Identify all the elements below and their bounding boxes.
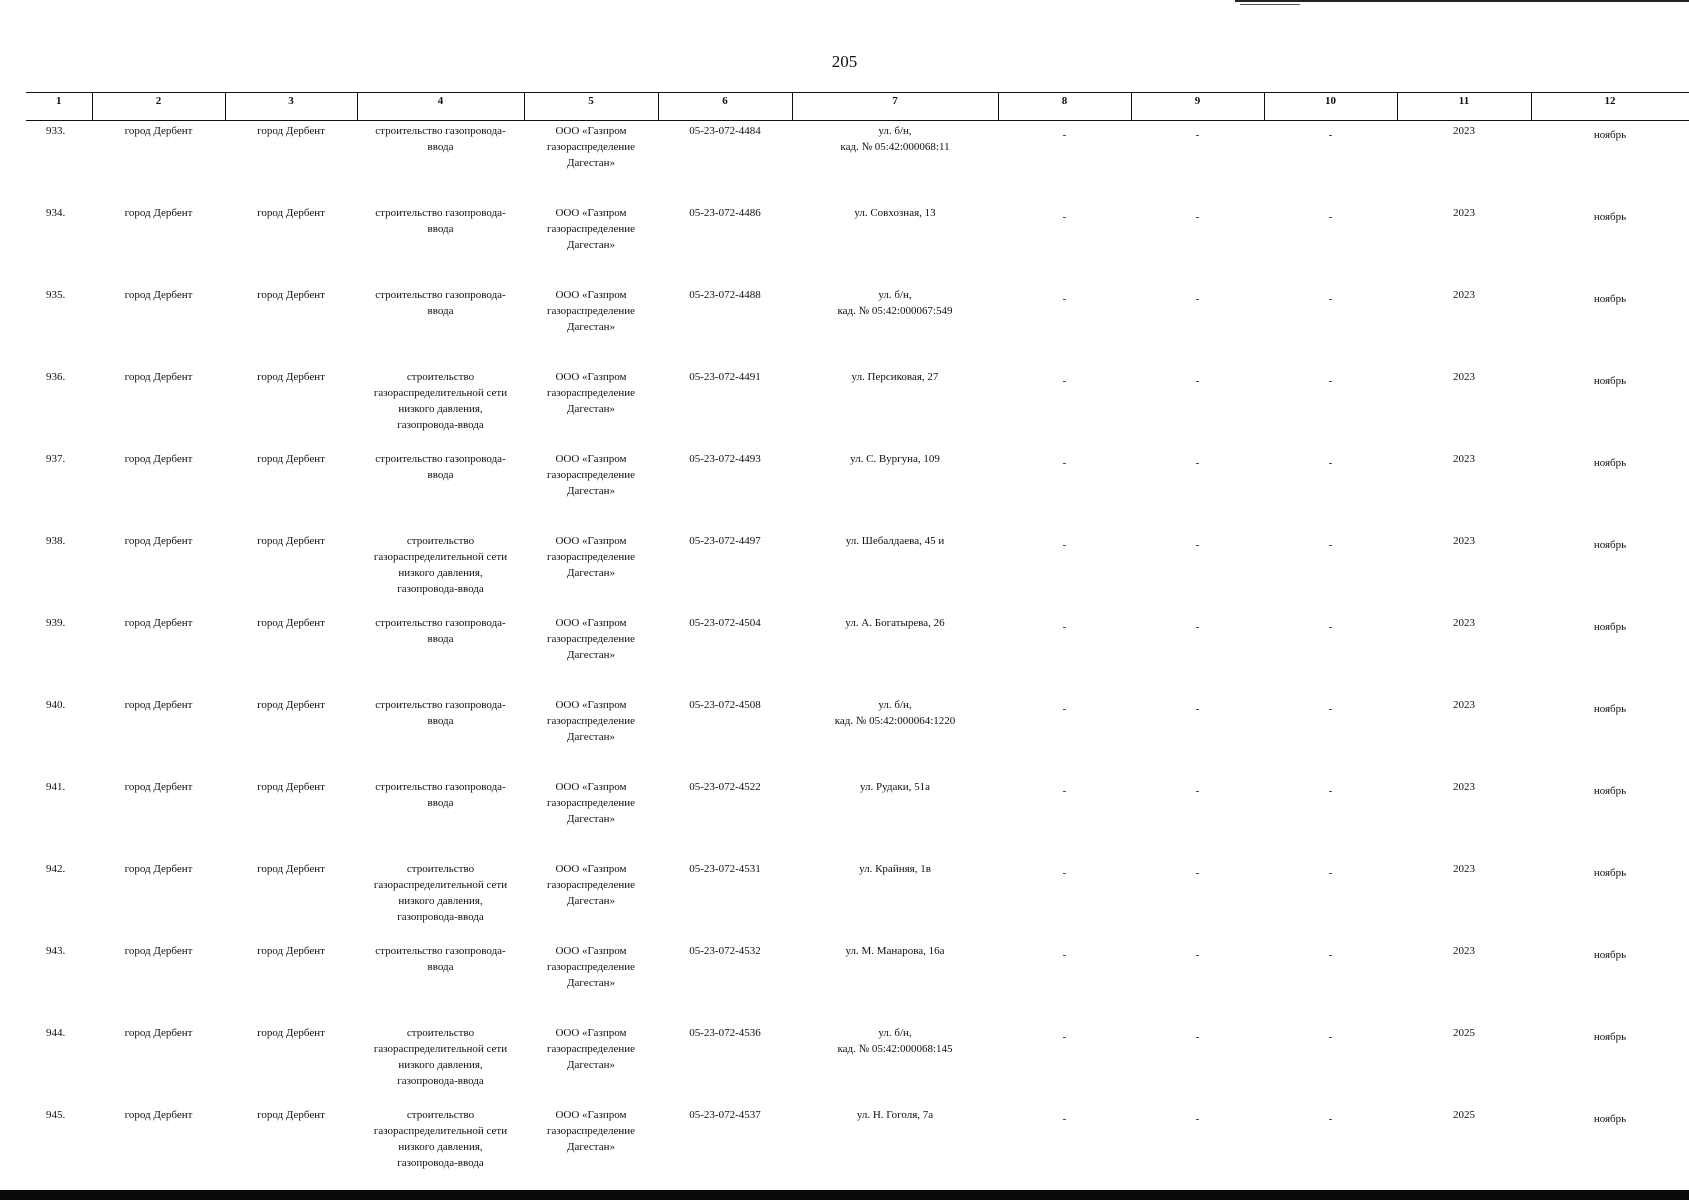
column-8-cell: - xyxy=(1062,457,1067,469)
month-cell: ноябрь xyxy=(1593,293,1627,305)
column-8-cell: - xyxy=(1062,293,1067,305)
work-type-cell: строительство газопровода- ввода xyxy=(375,125,506,153)
column-8-cell: - xyxy=(1062,949,1067,961)
organization-cell: ООО «Газпром газораспределение Дагестан» xyxy=(546,945,636,989)
row-number: 943. xyxy=(46,945,66,957)
year-cell: 2023 xyxy=(1453,125,1475,137)
column-10-cell: - xyxy=(1328,703,1333,715)
column-8-cell: - xyxy=(1062,621,1067,633)
month-cell: ноябрь xyxy=(1593,539,1627,551)
column-8-cell: - xyxy=(1062,1031,1067,1043)
column-10-cell: - xyxy=(1328,785,1333,797)
row-number: 937. xyxy=(46,453,66,465)
row-number: 939. xyxy=(46,617,66,629)
header-row xyxy=(26,93,1689,121)
column-9-cell: - xyxy=(1195,949,1200,961)
district-cell: город Дербент xyxy=(124,125,193,137)
year-cell: 2023 xyxy=(1453,863,1475,875)
column-9-cell: - xyxy=(1195,1031,1200,1043)
table-row xyxy=(26,941,1689,1023)
column-header-12: 12 xyxy=(1531,93,1689,121)
registry-table xyxy=(26,92,1689,1187)
settlement-cell: город Дербент xyxy=(257,1027,325,1039)
month-cell: ноябрь xyxy=(1593,867,1627,879)
address-cell: ул. б/н, кад. № 05:42:000064:1220 xyxy=(834,699,956,727)
district-cell: город Дербент xyxy=(124,535,193,547)
address-cell: ул. А. Богатырева, 26 xyxy=(845,617,945,629)
address-cell: ул. б/н, кад. № 05:42:000067:549 xyxy=(837,289,953,317)
column-10-cell: - xyxy=(1328,1031,1333,1043)
address-cell: ул. Рудаки, 51а xyxy=(859,781,931,793)
year-cell: 2023 xyxy=(1453,781,1475,793)
object-code-cell: 05-23-072-4484 xyxy=(689,125,761,137)
settlement-cell: город Дербент xyxy=(257,371,325,383)
year-cell: 2023 xyxy=(1453,617,1475,629)
column-header-4: 4 xyxy=(357,93,524,121)
organization-cell: ООО «Газпром газораспределение Дагестан» xyxy=(546,1109,636,1153)
table-row xyxy=(26,203,1689,285)
table-row xyxy=(26,777,1689,859)
table-row xyxy=(26,367,1689,449)
table-row xyxy=(26,531,1689,613)
organization-cell: ООО «Газпром газораспределение Дагестан» xyxy=(546,1027,636,1071)
district-cell: город Дербент xyxy=(124,1109,193,1121)
organization-cell: ООО «Газпром газораспределение Дагестан» xyxy=(546,699,636,743)
work-type-cell: строительство газопровода- ввода xyxy=(375,945,506,973)
column-8-cell: - xyxy=(1062,1113,1067,1125)
column-9-cell: - xyxy=(1195,375,1200,387)
column-9-cell: - xyxy=(1195,211,1200,223)
scan-top-rule-short xyxy=(1240,4,1300,5)
table-row xyxy=(26,613,1689,695)
object-code-cell: 05-23-072-4531 xyxy=(689,863,761,875)
row-number: 938. xyxy=(46,535,66,547)
table-row xyxy=(26,449,1689,531)
column-9-cell: - xyxy=(1195,703,1200,715)
column-8-cell: - xyxy=(1062,129,1067,141)
object-code-cell: 05-23-072-4504 xyxy=(689,617,761,629)
page-number: 205 xyxy=(831,52,858,71)
district-cell: город Дербент xyxy=(124,207,193,219)
organization-cell: ООО «Газпром газораспределение Дагестан» xyxy=(546,289,636,333)
work-type-cell: строительство газопровода- ввода xyxy=(375,453,506,481)
organization-cell: ООО «Газпром газораспределение Дагестан» xyxy=(546,371,636,415)
organization-cell: ООО «Газпром газораспределение Дагестан» xyxy=(546,125,636,169)
row-number: 933. xyxy=(46,125,66,137)
address-cell: ул. Крайняя, 1в xyxy=(859,863,931,875)
month-cell: ноябрь xyxy=(1593,621,1627,633)
table-row xyxy=(26,859,1689,941)
scan-top-rule xyxy=(1235,0,1689,2)
column-header-11: 11 xyxy=(1397,93,1531,121)
address-cell: ул. Н. Гоголя, 7а xyxy=(856,1109,934,1121)
district-cell: город Дербент xyxy=(124,699,193,711)
settlement-cell: город Дербент xyxy=(257,781,325,793)
column-10-cell: - xyxy=(1328,375,1333,387)
column-10-cell: - xyxy=(1328,621,1333,633)
column-9-cell: - xyxy=(1195,293,1200,305)
column-9-cell: - xyxy=(1195,457,1200,469)
column-header-7: 7 xyxy=(792,93,998,121)
row-number: 941. xyxy=(46,781,66,793)
row-number: 935. xyxy=(46,289,66,301)
work-type-cell: строительство газораспределительной сети низкого давления, газопровода-ввода xyxy=(373,1109,508,1169)
work-type-cell: строительство газопровода- ввода xyxy=(375,781,506,809)
work-type-cell: строительство газораспределительной сети низкого давления, газопровода-ввода xyxy=(373,1027,508,1087)
scan-bottom-edge xyxy=(0,1190,1689,1200)
organization-cell: ООО «Газпром газораспределение Дагестан» xyxy=(546,617,636,661)
column-9-cell: - xyxy=(1195,867,1200,879)
row-number: 942. xyxy=(46,863,66,875)
district-cell: город Дербент xyxy=(124,1027,193,1039)
column-header-8: 8 xyxy=(998,93,1131,121)
table-row xyxy=(26,695,1689,777)
column-10-cell: - xyxy=(1328,1113,1333,1125)
address-cell: ул. Персиковая, 27 xyxy=(851,371,939,383)
address-cell: ул. б/н, кад. № 05:42:000068:11 xyxy=(840,125,950,153)
row-number: 936. xyxy=(46,371,66,383)
column-9-cell: - xyxy=(1195,129,1200,141)
work-type-cell: строительство газопровода- ввода xyxy=(375,699,506,727)
column-header-10: 10 xyxy=(1264,93,1397,121)
table-row xyxy=(26,285,1689,367)
table-row xyxy=(26,121,1689,204)
object-code-cell: 05-23-072-4522 xyxy=(689,781,761,793)
settlement-cell: город Дербент xyxy=(257,453,325,465)
year-cell: 2023 xyxy=(1453,535,1475,547)
district-cell: город Дербент xyxy=(124,371,193,383)
table-row xyxy=(26,1105,1689,1187)
address-cell: ул. Совхозная, 13 xyxy=(854,207,936,219)
year-cell: 2023 xyxy=(1453,945,1475,957)
settlement-cell: город Дербент xyxy=(257,207,325,219)
address-cell: ул. С. Вургуна, 109 xyxy=(850,453,940,465)
month-cell: ноябрь xyxy=(1593,457,1627,469)
month-cell: ноябрь xyxy=(1593,1031,1627,1043)
address-cell: ул. М. Манарова, 16а xyxy=(845,945,945,957)
object-code-cell: 05-23-072-4486 xyxy=(689,207,761,219)
year-cell: 2023 xyxy=(1453,207,1475,219)
year-cell: 2023 xyxy=(1453,699,1475,711)
object-code-cell: 05-23-072-4532 xyxy=(689,945,761,957)
column-10-cell: - xyxy=(1328,457,1333,469)
district-cell: город Дербент xyxy=(124,781,193,793)
column-header-1: 1 xyxy=(26,93,92,121)
column-header-3: 3 xyxy=(225,93,357,121)
column-9-cell: - xyxy=(1195,785,1200,797)
column-10-cell: - xyxy=(1328,539,1333,551)
district-cell: город Дербент xyxy=(124,863,193,875)
column-header-6: 6 xyxy=(658,93,792,121)
column-8-cell: - xyxy=(1062,867,1067,879)
column-header-2: 2 xyxy=(92,93,225,121)
column-9-cell: - xyxy=(1195,539,1200,551)
row-number: 940. xyxy=(46,699,66,711)
organization-cell: ООО «Газпром газораспределение Дагестан» xyxy=(546,453,636,497)
work-type-cell: строительство газопровода- ввода xyxy=(375,617,506,645)
year-cell: 2025 xyxy=(1453,1109,1475,1121)
settlement-cell: город Дербент xyxy=(257,535,325,547)
month-cell: ноябрь xyxy=(1593,211,1627,223)
organization-cell: ООО «Газпром газораспределение Дагестан» xyxy=(546,535,636,579)
column-10-cell: - xyxy=(1328,949,1333,961)
year-cell: 2023 xyxy=(1453,289,1475,301)
table-row xyxy=(26,1023,1689,1105)
column-10-cell: - xyxy=(1328,211,1333,223)
object-code-cell: 05-23-072-4497 xyxy=(689,535,761,547)
district-cell: город Дербент xyxy=(124,945,193,957)
year-cell: 2025 xyxy=(1453,1027,1475,1039)
column-9-cell: - xyxy=(1195,621,1200,633)
address-cell: ул. Шебалдаева, 45 и xyxy=(845,535,945,547)
settlement-cell: город Дербент xyxy=(257,289,325,301)
object-code-cell: 05-23-072-4508 xyxy=(689,699,761,711)
column-8-cell: - xyxy=(1062,703,1067,715)
column-9-cell: - xyxy=(1195,1113,1200,1125)
column-10-cell: - xyxy=(1328,293,1333,305)
district-cell: город Дербент xyxy=(124,289,193,301)
month-cell: ноябрь xyxy=(1593,129,1627,141)
object-code-cell: 05-23-072-4488 xyxy=(689,289,761,301)
month-cell: ноябрь xyxy=(1593,375,1627,387)
settlement-cell: город Дербент xyxy=(257,125,325,137)
object-code-cell: 05-23-072-4537 xyxy=(689,1109,761,1121)
work-type-cell: строительство газораспределительной сети низкого давления, газопровода-ввода xyxy=(373,371,508,431)
organization-cell: ООО «Газпром газораспределение Дагестан» xyxy=(546,781,636,825)
row-number: 945. xyxy=(46,1109,66,1121)
column-header-9: 9 xyxy=(1131,93,1264,121)
settlement-cell: город Дербент xyxy=(257,699,325,711)
object-code-cell: 05-23-072-4536 xyxy=(689,1027,761,1039)
district-cell: город Дербент xyxy=(124,453,193,465)
work-type-cell: строительство газораспределительной сети низкого давления, газопровода-ввода xyxy=(373,535,508,595)
column-8-cell: - xyxy=(1062,539,1067,551)
month-cell: ноябрь xyxy=(1593,949,1627,961)
month-cell: ноябрь xyxy=(1593,1113,1627,1125)
object-code-cell: 05-23-072-4493 xyxy=(689,453,761,465)
column-header-5: 5 xyxy=(524,93,658,121)
work-type-cell: строительство газопровода- ввода xyxy=(375,289,506,317)
work-type-cell: строительство газопровода- ввода xyxy=(375,207,506,235)
column-8-cell: - xyxy=(1062,211,1067,223)
column-8-cell: - xyxy=(1062,375,1067,387)
district-cell: город Дербент xyxy=(124,617,193,629)
column-10-cell: - xyxy=(1328,129,1333,141)
year-cell: 2023 xyxy=(1453,453,1475,465)
object-code-cell: 05-23-072-4491 xyxy=(689,371,761,383)
table-body xyxy=(26,121,1689,1188)
month-cell: ноябрь xyxy=(1593,785,1627,797)
row-number: 944. xyxy=(46,1027,66,1039)
organization-cell: ООО «Газпром газораспределение Дагестан» xyxy=(546,863,636,907)
address-cell: ул. б/н, кад. № 05:42:000068:145 xyxy=(837,1027,953,1055)
year-cell: 2023 xyxy=(1453,371,1475,383)
settlement-cell: город Дербент xyxy=(257,1109,325,1121)
work-type-cell: строительство газораспределительной сети низкого давления, газопровода-ввода xyxy=(373,863,508,923)
month-cell: ноябрь xyxy=(1593,703,1627,715)
row-number: 934. xyxy=(46,207,66,219)
column-10-cell: - xyxy=(1328,867,1333,879)
settlement-cell: город Дербент xyxy=(257,945,325,957)
column-8-cell: - xyxy=(1062,785,1067,797)
organization-cell: ООО «Газпром газораспределение Дагестан» xyxy=(546,207,636,251)
settlement-cell: город Дербент xyxy=(257,617,325,629)
settlement-cell: город Дербент xyxy=(257,863,325,875)
